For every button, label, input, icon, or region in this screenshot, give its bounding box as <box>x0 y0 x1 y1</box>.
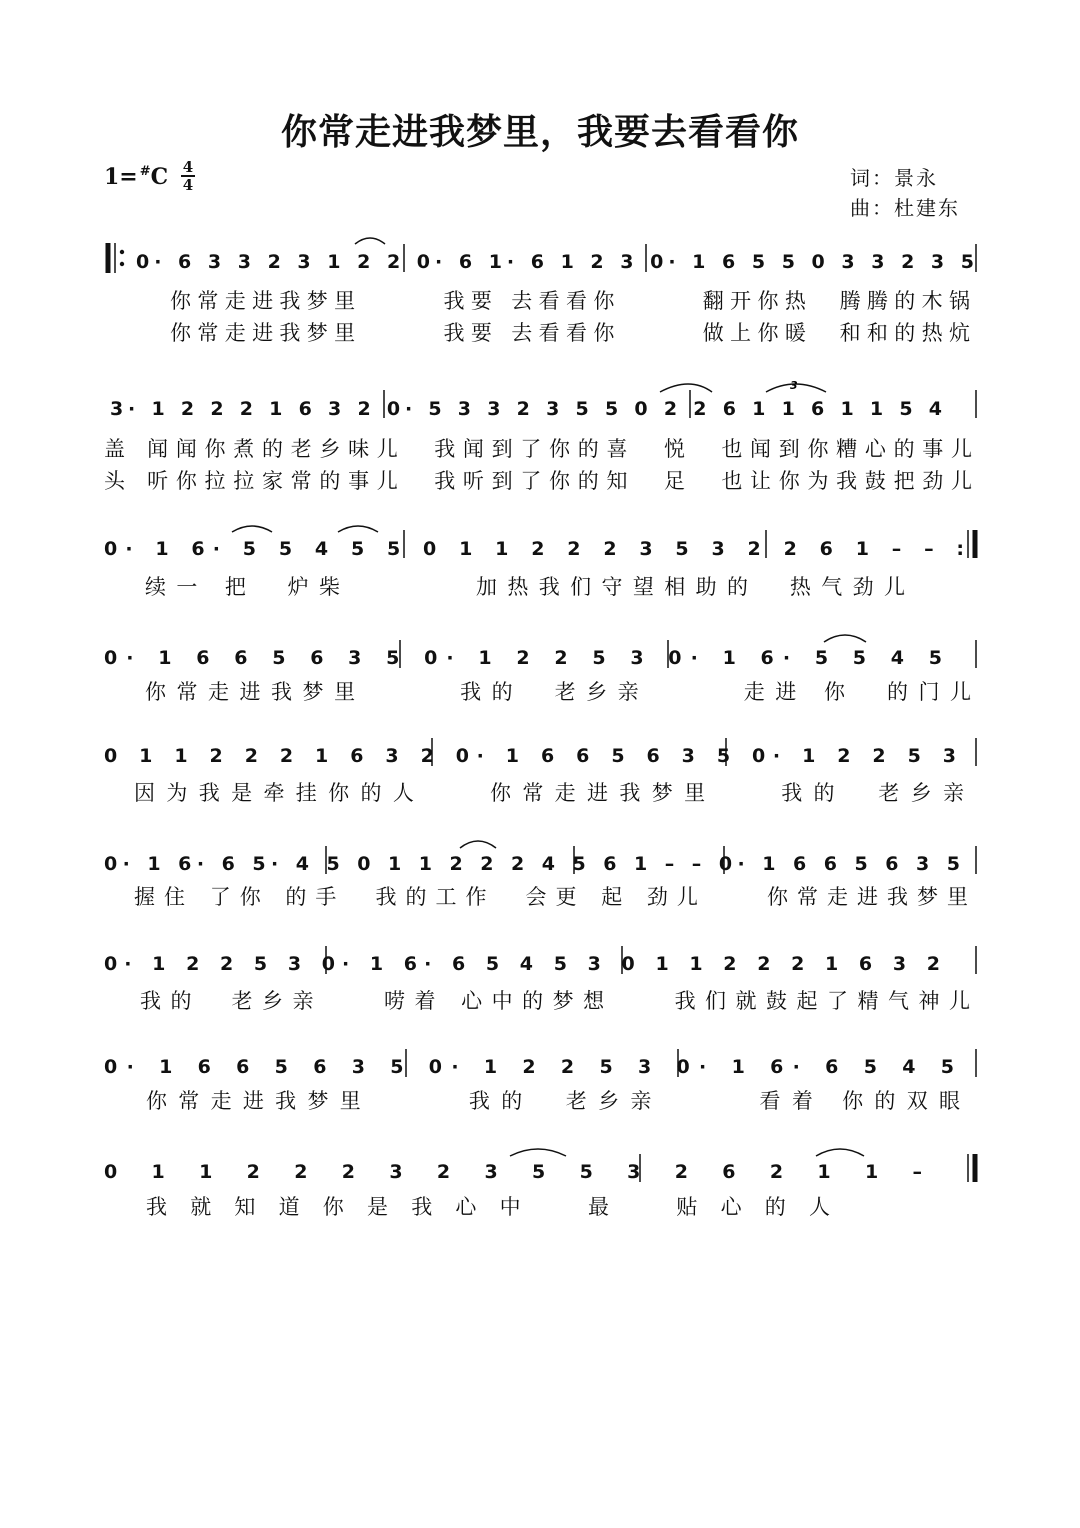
notes-row-9: 0 1 1 2 2 2 3 2 3 5 5 3 2 6 2 1 1 – <box>104 1161 923 1183</box>
time-top: 4 <box>182 158 194 176</box>
tie-slur <box>660 384 712 392</box>
lyrics-row-7: 我的 老乡亲 唠着 心中的梦想 我们就鼓起了精气神儿 <box>140 989 970 1013</box>
tie-slur <box>816 1149 864 1156</box>
composer-credit: 曲：杜建东 <box>850 196 960 220</box>
sharp-sign: # <box>139 164 151 179</box>
notes-row-7: 0· 1 2 2 5 3 0· 1 6· 6 5 4 5 3 0 1 1 2 2 2 1 6 3 2 <box>104 953 941 975</box>
triplet-mark: 3 <box>790 379 798 392</box>
lyrics-row-6: 握住 了你 的手 我的工作 会更 起 劲儿 你常走进我梦里 <box>134 885 968 909</box>
lyrics-row-9: 我就知道你是我心中 最 贴心的人 <box>146 1195 830 1219</box>
lyrics-row-1-verse-1: 你常走进我梦里 我要 去看看你 翻开你热 腾腾的木锅 <box>170 289 970 313</box>
key-letter: C <box>150 164 169 190</box>
notes-row-5: 0 1 1 2 2 2 1 6 3 2 0· 1 6 6 5 6 3 5 0· 1 2 2 5 3 <box>104 745 957 767</box>
tie-slur <box>460 841 496 848</box>
score-row-3 <box>104 526 975 599</box>
score-row-7 <box>104 946 976 1013</box>
song-title: 你常走进我梦里，我要去看看你 <box>280 111 799 153</box>
notes-row-4: 0· 1 6 6 5 6 3 5 0· 1 2 2 5 3 0· 1 6· 5 5 4 5 <box>104 647 942 669</box>
lyrics-row-3: 续一 把 炉柴 加热我们守望相助的 热气劲儿 <box>145 575 905 599</box>
tie-slur <box>232 526 272 532</box>
score-row-5 <box>104 738 976 805</box>
tie-slur <box>355 238 385 244</box>
tie-slur <box>824 635 866 642</box>
score-row-6 <box>104 841 976 909</box>
time-bottom: 4 <box>182 176 194 194</box>
score-row-8 <box>104 1049 976 1113</box>
score-row-4 <box>104 635 976 704</box>
lyricist-credit: 词：景永 <box>850 166 938 190</box>
notes-row-6: 0· 1 6· 6 5· 4 5 0 1 1 2 2 2 4 5 6 1 – – 0· 1 6 6 5 6 3 5 <box>104 853 960 875</box>
lyrics-row-2-verse-1: 盖 闻闻你煮的老乡味儿 我闻到了你的喜 悦 也闻到你糟心的事儿 <box>104 437 973 461</box>
notes-row-8: 0· 1 6 6 5 6 3 5 0· 1 2 2 5 3 0· 1 6· 6 5 4 5 <box>104 1056 955 1078</box>
tie-slur <box>338 526 378 532</box>
notes-row-3: 0· 1 6· 5 5 4 5 5 0 1 1 2 2 2 3 5 3 2 2 6 1 – – : <box>104 538 965 560</box>
notes-row-2: 3· 1 2 2 2 1 6 3 2 0· 5 3 3 2 3 5 5 0 2 2 6 1 1 6 1 1 5 4 <box>110 398 942 420</box>
notes-row-1: 0· 6 3 3 2 3 1 2 2 0· 6 1· 6 1 2 3 0· 1 6 5 5 0 3 3 2 3 5 <box>136 251 975 273</box>
score-row-1 <box>108 238 976 345</box>
score-row-2 <box>104 379 976 493</box>
lyrics-row-5: 因为我是牵挂你的人 你常走进我梦里 我的 老乡亲 <box>134 781 964 805</box>
key-one: 1= <box>104 164 138 190</box>
repeat-dot <box>120 262 124 266</box>
score-row-9 <box>104 1149 975 1219</box>
lyrics-row-1-verse-2: 你常走进我梦里 我要 去看看你 做上你暖 和和的热炕 <box>170 321 970 345</box>
tie-slur <box>510 1149 566 1156</box>
repeat-dot <box>120 250 124 254</box>
lyrics-row-2-verse-2: 头 听你拉拉家常的事儿 我听到了你的知 足 也让你为我鼓把劲儿 <box>104 469 973 493</box>
lyrics-row-8: 你常走进我梦里 我的 老乡亲 看着 你的双眼 <box>146 1089 960 1113</box>
lyrics-row-4: 你常走进我梦里 我的 老乡亲 走进 你 的门儿 <box>145 680 971 704</box>
